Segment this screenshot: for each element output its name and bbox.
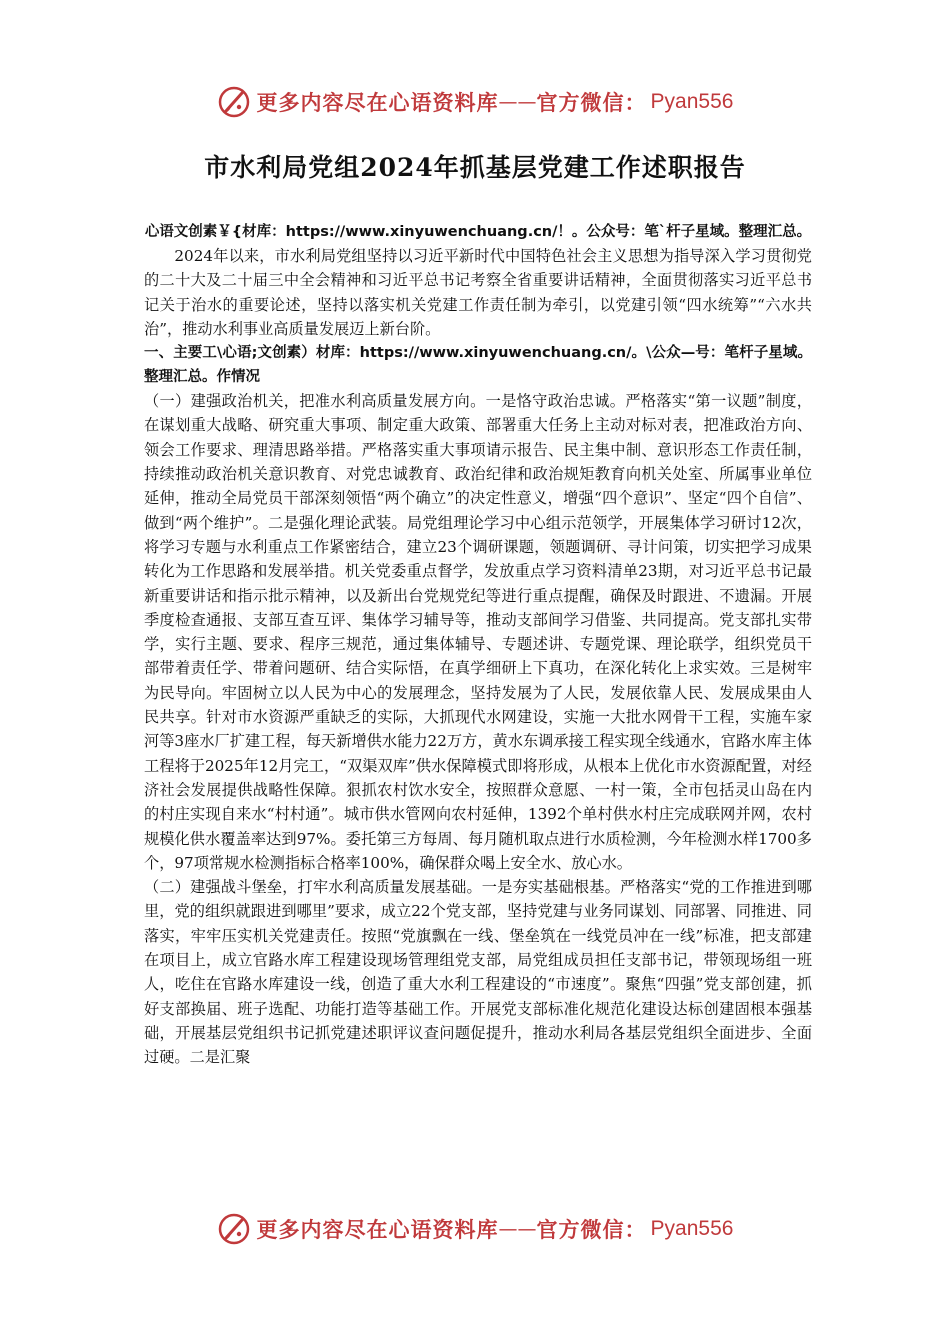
watermark-text: 更多内容尽在心语资料库	[256, 1217, 499, 1242]
watermark-id: Pyan556	[650, 90, 734, 113]
watermark-header	[0, 80, 950, 124]
watermark-label: 官方微信：	[536, 90, 647, 115]
body-paragraph: （二）建强战斗堡垒，打牢水利高质量发展基础。一是夯实基础根基。严格落实“党的工作推进到哪里，党的组织就跟进到哪里”要求，成立22个党支部，坚持党建与业务同谋划、同部署、同推进、同落实，牢牢压实机关党建责任。按照“党旗飘在一线、堡垒筑在一线党员冲在一线”标准，把支部建在项目上，成立官路水库工程建设现场管理组党支部，局党组成员担任支部书记，带领现场组一班人，吃住在官路水库建设一线，创造了重大水利工程建设的“市速度”。聚焦“四强”党支部创建，抓好支部换届、班子选配、功能打造等基础工作。开展党支部标准化规范化建设达标创建固根本强基础，开展基层党组织书记抓党建述职评议查问题促提升，推动水利局各基层党组织全面进步、全面过硬。二是汇聚	[144, 878, 812, 1067]
watermark-text: 更多内容尽在心语资料库	[256, 90, 499, 115]
section-heading: 一、主要工\心语;文创素）材库：https://www.xinyuwenchuang.cn/。\公众—号：笔杆子星域。整理汇总。作情况	[144, 345, 812, 386]
watermark-id: Pyan556	[650, 1217, 734, 1240]
watermark-footer	[0, 1207, 950, 1251]
brush-logo-icon	[217, 85, 251, 119]
watermark-dash: ——	[498, 1218, 537, 1240]
intro-paragraph: 2024年以来，市水利局党组坚持以习近平新时代中国特色社会主义思想为指导深入学习贯彻党的二十大及二十届三中全会精神和习近平总书记考察全省重要讲话精神，全面贯彻落实习近平总书记关于治水的重要论述，坚持以落实机关党建工作责任制为牵引，以党建引领“四水统筹”“六水共治”，推动水利事业高质量发展迈上新台阶。	[144, 247, 812, 338]
watermark-label: 官方微信：	[536, 1217, 647, 1242]
document-body	[144, 220, 812, 1070]
source-signature: 心语文创素￥{材库：https://www.xinyuwenchuang.cn/！。公众号：笔`杆子星域。整理汇总。	[144, 224, 812, 240]
document-title: 市水利局党组2024年抓基层党建工作述职报告	[204, 153, 746, 182]
body-paragraph: （一）建强政治机关，把准水利高质量发展方向。一是恪守政治忠诚。严格落实“第一议题”制度，在谋划重大战略、研究重大事项、制定重大政策、部署重大任务上主动对标对表，把准政治方向、领会工作要求、理清思路举措。严格落实重大事项请示报告、民主集中制、意识形态工作责任制，持续推动政治机关意识教育、对党忠诚教育、政治纪律和政治规矩教育向机关处室、所属事业单位延伸，推动全局党员干部深刻领悟“两个确立”的决定性意义，增强“四个意识”、坚定“四个自信”、做到“两个维护”。二是强化理论武装。局党组理论学习中心组示范领学，开展集体学习研讨12次，将学习专题与水利重点工作紧密结合，建立23个调研课题，领题调研、寻计问策，切实把学习成果转化为工作思路和发展举措。机关党委重点督学，发放重点学习资料清单23期，对习近平总书记最新重要讲话和指示批示精神，以及新出台党规党纪等进行重点提醒，确保及时跟进、不遗漏。开展季度检查通报、支部互查互评、集体学习辅导等，推动支部间学习借鉴、共同提高。党支部扎实带学，实行主题、要求、程序三规范，通过集体辅导、专题述讲、专题党课、理论联学，组织党员干部带着责任学、带着问题研、结合实际悟，在真学细研上下真功，在深化转化上求实效。三是树牢为民导向。牢固树立以人民为中心的发展理念，坚持发展为了人民，发展依靠人民、发展成果由人民共享。针对市水资源严重缺乏的实际，大抓现代水网建设，实施一大批水网骨干工程，实施车家河等3座水厂扩建工程，每天新增供水能力22万方，黄水东调承接工程实现全线通水，官路水库主体工程将于2025年12月完工，“双渠双库”供水保障模式即将形成，从根本上优化市水资源配置，对经济社会发展提供战略性保障。狠抓农村饮水安全，按照群众意愿、一村一策，全市包括灵山岛在内的村庄实现自来水“村村通”。城市供水管网向农村延伸，1392个单村供水村庄完成联网并网，农村规模化供水覆盖率达到97%。委托第三方每周、每月随机取点进行水质检测，今年检测水样1700多个，97项常规水检测指标合格率100%，确保群众喝上安全水、放心水。	[144, 392, 812, 872]
watermark-dash: ——	[498, 91, 537, 113]
brush-logo-icon	[217, 1212, 251, 1246]
